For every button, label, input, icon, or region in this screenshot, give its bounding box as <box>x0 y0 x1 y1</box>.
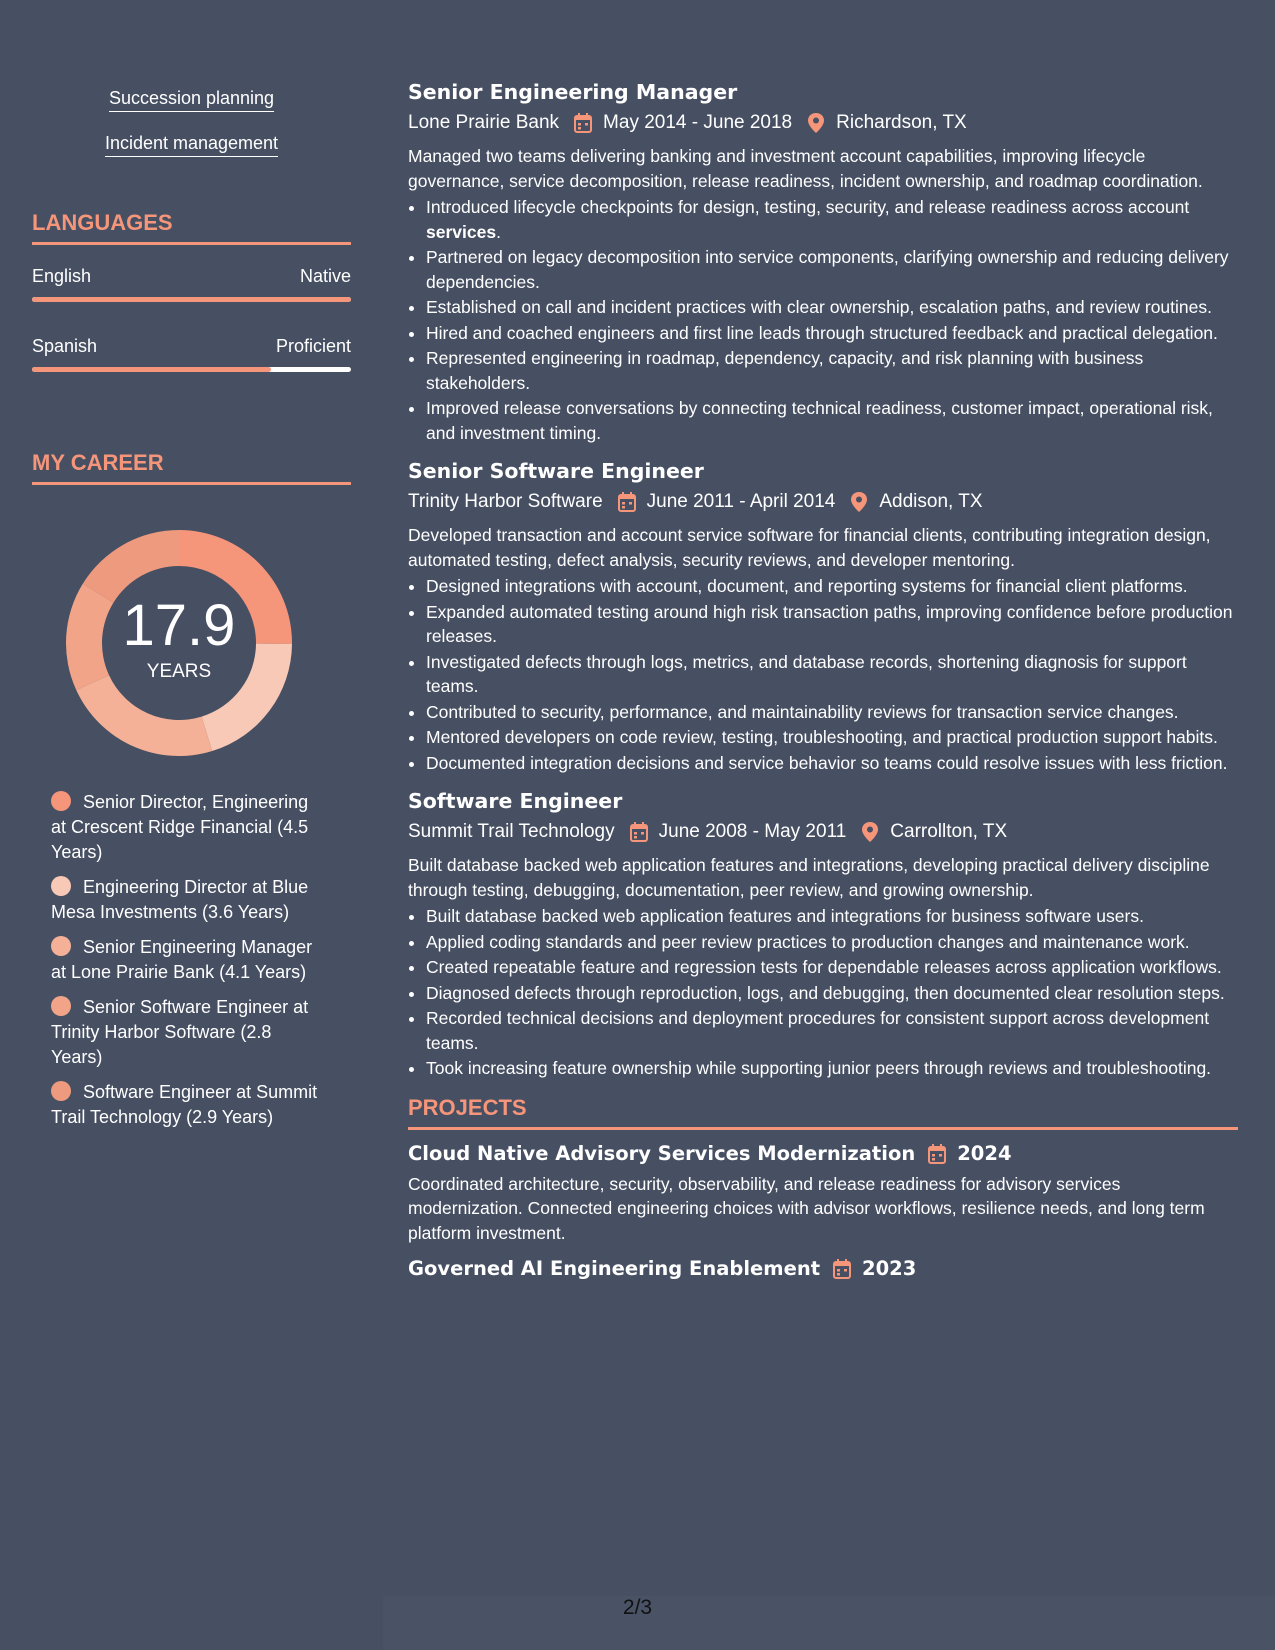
job-bullet: • Represented engineering in roadmap, dependency, capacity, and risk planning with business stakeholders. <box>426 346 1238 395</box>
job-bullet: • Expanded automated testing around high risk transaction paths, improving confidence before production releases. <box>426 600 1238 649</box>
job-summary: Built database backed web application features and integrations, developing practical delivery discipline through testing, debugging, documentation, peer review, and growing ownership. <box>408 855 1210 900</box>
job-bullet: • Applied coding standards and peer review practices to production changes and maintenance work. <box>426 930 1238 955</box>
job-bullets <box>408 904 1238 1081</box>
job-summary: Developed transaction and account service software for financial clients, contributing integration design, automated testing, defect analysis, security reviews, and developer mentoring. <box>408 525 1211 570</box>
legend-dot-icon <box>51 791 71 811</box>
bullet-text: Introduced lifecycle checkpoints for design, testing, security, and release readiness across account <box>426 197 1190 217</box>
calendar-icon <box>617 491 637 513</box>
job-entry <box>408 457 1238 775</box>
languages-heading: LANGUAGES <box>32 210 351 245</box>
job-bullet: • Documented integration decisions and service behavior so teams could resolve issues with less friction. <box>426 751 1238 776</box>
career-legend-label: Senior Engineering Manager at Lone Prairie Bank (4.1 Years) <box>51 937 313 982</box>
career-total-value: 17.9 <box>122 593 236 658</box>
language-level: Proficient <box>275 336 351 356</box>
career-legend-item <box>51 875 326 925</box>
page-number: 2/3 <box>622 1596 653 1619</box>
language-english <box>32 266 351 302</box>
job-bullet: • Contributed to security, performance, and maintainability reviews for transaction service changes. <box>426 700 1238 725</box>
language-name: English <box>32 266 92 286</box>
projects-heading: PROJECTS <box>408 1095 1238 1130</box>
job-dates: May 2014 - June 2018 <box>603 112 793 133</box>
legend-dot-icon <box>51 936 71 956</box>
skill-item: Incident management <box>105 133 278 157</box>
skill-item: Succession planning <box>109 88 274 112</box>
career-donut-chart <box>66 530 292 756</box>
job-entry <box>408 78 1238 445</box>
language-proficiency-bar <box>32 297 351 302</box>
job-title: Senior Software Engineer <box>408 459 704 483</box>
job-bullets <box>408 574 1238 775</box>
job-bullet: • Designed integrations with account, document, and reporting systems for financial client platforms. <box>426 574 1238 599</box>
job-bullet: • Created repeatable feature and regression tests for dependable releases across application workflows. <box>426 955 1238 980</box>
job-bullet: • Established on call and incident practices with clear ownership, escalation paths, and review routines. <box>426 295 1238 320</box>
location-pin-icon <box>860 821 880 843</box>
project-year: 2024 <box>957 1141 1012 1165</box>
career-legend-item <box>51 790 326 865</box>
location-pin-icon <box>849 491 869 513</box>
project-title: Governed AI Engineering Enablement <box>408 1257 821 1280</box>
project-title: Cloud Native Advisory Services Modernization <box>408 1141 916 1165</box>
project-description: Coordinated architecture, security, observability, and release readiness for advisory services modernization. Connected engineering choices with advisor workflows, resilience needs, and long term platform investment. <box>408 1173 1205 1243</box>
language-level: Native <box>299 266 351 286</box>
location-pin-icon <box>806 112 826 134</box>
language-proficiency-fill <box>32 367 271 372</box>
project-entry <box>408 1140 1238 1246</box>
job-company: Lone Prairie Bank <box>408 112 560 133</box>
project-year: 2023 <box>862 1257 917 1280</box>
job-location: Carrollton, TX <box>890 821 1008 842</box>
career-legend-item <box>51 935 326 985</box>
job-company: Summit Trail Technology <box>408 821 615 842</box>
job-bullet: • Improved release conversations by connecting technical readiness, customer impact, operational risk, and investment timing. <box>426 396 1238 445</box>
legend-dot-icon <box>51 996 71 1016</box>
career-total-unit: YEARS <box>146 661 212 682</box>
job-bullets <box>408 195 1238 445</box>
career-legend-item <box>51 995 326 1070</box>
career-legend <box>51 790 326 1140</box>
bullet-text-after: . <box>496 221 501 242</box>
job-entry <box>408 787 1238 1081</box>
job-location: Richardson, TX <box>836 112 967 133</box>
calendar-icon <box>832 1258 852 1280</box>
job-bullet: • Recorded technical decisions and deployment procedures for consistent support across development teams. <box>426 1006 1238 1055</box>
job-summary: Managed two teams delivering banking and investment account capabilities, improving lifecycle governance, service decomposition, release readiness, incident ownership, and roadmap coordination. <box>408 146 1203 191</box>
job-bullet: • Investigated defects through logs, metrics, and database records, shortening diagnosis for support teams. <box>426 650 1238 699</box>
job-bullet: • Mentored developers on code review, testing, troubleshooting, and practical production support habits. <box>426 725 1238 750</box>
job-bullet: • Took increasing feature ownership while supporting junior peers through reviews and troubleshooting. <box>426 1056 1238 1081</box>
bullet-bold-text: services <box>426 221 497 242</box>
job-bullet: • Built database backed web application features and integrations for business software users. <box>426 904 1238 929</box>
legend-dot-icon <box>51 1081 71 1101</box>
job-dates: June 2008 - May 2011 <box>658 821 847 842</box>
career-legend-item <box>51 1080 326 1130</box>
career-heading: MY CAREER <box>32 450 351 485</box>
job-company: Trinity Harbor Software <box>408 491 603 512</box>
job-location: Addison, TX <box>879 491 983 512</box>
experience-column <box>408 78 1238 1283</box>
job-title: Senior Engineering Manager <box>408 80 738 104</box>
language-spanish <box>32 336 351 372</box>
project-entry <box>408 1255 1238 1283</box>
job-bullet: • Hired and coached engineers and first line leads through structured feedback and practical delegation. <box>426 321 1238 346</box>
language-proficiency-fill <box>32 297 351 302</box>
job-dates: June 2011 - April 2014 <box>646 491 836 512</box>
calendar-icon <box>573 112 593 134</box>
calendar-icon <box>927 1143 947 1165</box>
career-legend-label: Senior Director, Engineering at Crescent Ridge Financial (4.5 Years) <box>51 792 309 862</box>
job-bullet <box>426 195 1238 244</box>
language-proficiency-bar <box>32 367 351 372</box>
job-bullet: • Diagnosed defects through reproduction, logs, and debugging, then documented clear resolution steps. <box>426 981 1238 1006</box>
career-legend-label: Software Engineer at Summit Trail Technology (2.9 Years) <box>51 1082 318 1127</box>
career-legend-label: Engineering Director at Blue Mesa Investments (3.6 Years) <box>51 877 309 922</box>
job-bullet: • Partnered on legacy decomposition into service components, clarifying ownership and reducing delivery dependencies. <box>426 245 1238 294</box>
job-title: Software Engineer <box>408 789 623 813</box>
language-name: Spanish <box>32 336 98 356</box>
legend-dot-icon <box>51 876 71 896</box>
career-legend-label: Senior Software Engineer at Trinity Harbor Software (2.8 Years) <box>51 997 309 1067</box>
calendar-icon <box>629 821 649 843</box>
